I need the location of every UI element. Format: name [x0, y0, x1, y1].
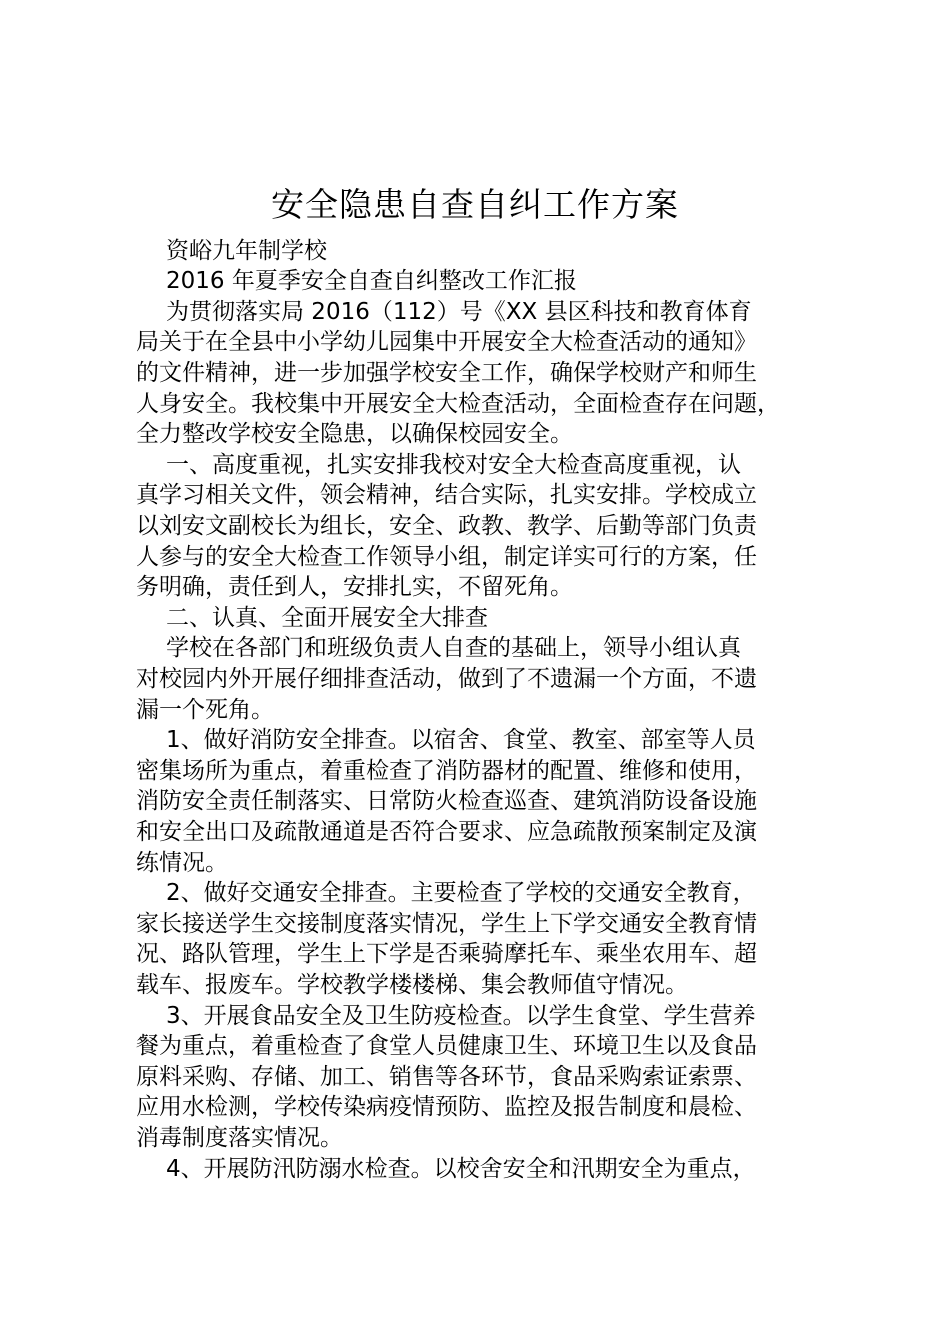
- paragraph-line: 学校在各部门和班级负责人自查的基础上，领导小组认真: [166, 635, 741, 661]
- paragraph-line: 餐为重点，着重检查了食堂人员健康卫生、环境卫生以及食品: [136, 1033, 757, 1059]
- paragraph-line: 原料采购、存储、加工、销售等各环节，食品采购索证索票、: [136, 1064, 757, 1090]
- paragraph-line: 应用水检测，学校传染病疫情预防、监控及报告制度和晨检、: [136, 1094, 757, 1120]
- school-name-line: 资峪九年制学校: [166, 238, 327, 264]
- section-heading-line: 一、高度重视，扎实安排我校对安全大检查高度重视，认: [166, 452, 741, 478]
- paragraph-line: 家长接送学生交接制度落实情况，学生上下学交通安全教育情: [136, 911, 757, 937]
- paragraph-line: 对校园内外开展仔细排查活动，做到了不遗漏一个方面，不遗: [136, 666, 757, 692]
- paragraph-line: 人参与的安全大检查工作领导小组，制定详实可行的方案，任: [136, 544, 757, 570]
- paragraph-line: 人身安全。我校集中开展安全大检查活动，全面检查存在问题，: [136, 391, 780, 417]
- paragraph-line: 务明确，责任到人，安排扎实，不留死角。: [136, 574, 573, 600]
- paragraph-line: 练情况。: [136, 850, 228, 876]
- paragraph-line: 的文件精神，进一步加强学校安全工作，确保学校财产和师生: [136, 360, 757, 386]
- report-title-line: 2016 年夏季安全自查自纠整改工作汇报: [166, 268, 577, 294]
- paragraph-line: 消毒制度落实情况。: [136, 1125, 343, 1151]
- paragraph-line: 为贯彻落实局 2016（112）号《XX 县区科技和教育体育: [166, 299, 752, 325]
- paragraph-line: 漏一个死角。: [136, 697, 274, 723]
- paragraph-line: 密集场所为重点，着重检查了消防器材的配置、维修和使用，: [136, 758, 757, 784]
- paragraph-line: 真学习相关文件，领会精神，结合实际，扎实安排。学校成立: [136, 482, 757, 508]
- paragraph-line: 以刘安文副校长为组长，安全、政教、教学、后勤等部门负责: [136, 513, 757, 539]
- list-item-line: 4、开展防汛防溺水检查。以校舍安全和汛期安全为重点，: [166, 1156, 756, 1182]
- list-item-line: 1、做好消防安全排查。以宿舍、食堂、教室、部室等人员: [166, 727, 756, 753]
- paragraph-line: 和安全出口及疏散通道是否符合要求、应急疏散预案制定及演: [136, 819, 757, 845]
- list-item-line: 2、做好交通安全排查。主要检查了学校的交通安全教育，: [166, 880, 756, 906]
- section-heading-line: 二、认真、全面开展安全大排查: [166, 605, 488, 631]
- paragraph-line: 况、路队管理，学生上下学是否乘骑摩托车、乘坐农用车、超: [136, 941, 757, 967]
- list-item-line: 3、开展食品安全及卫生防疫检查。以学生食堂、学生营养: [166, 1003, 756, 1029]
- paragraph-line: 载车、报废车。学校教学楼楼梯、集会教师值守情况。: [136, 972, 688, 998]
- paragraph-line: 局关于在全县中小学幼儿园集中开展安全大检查活动的通知》: [136, 329, 757, 355]
- document-title: 安全隐患自查自纠工作方案: [271, 185, 679, 224]
- paragraph-line: 全力整改学校安全隐患，以确保校园安全。: [136, 421, 573, 447]
- paragraph-line: 消防安全责任制落实、日常防火检查巡查、建筑消防设备设施: [136, 788, 757, 814]
